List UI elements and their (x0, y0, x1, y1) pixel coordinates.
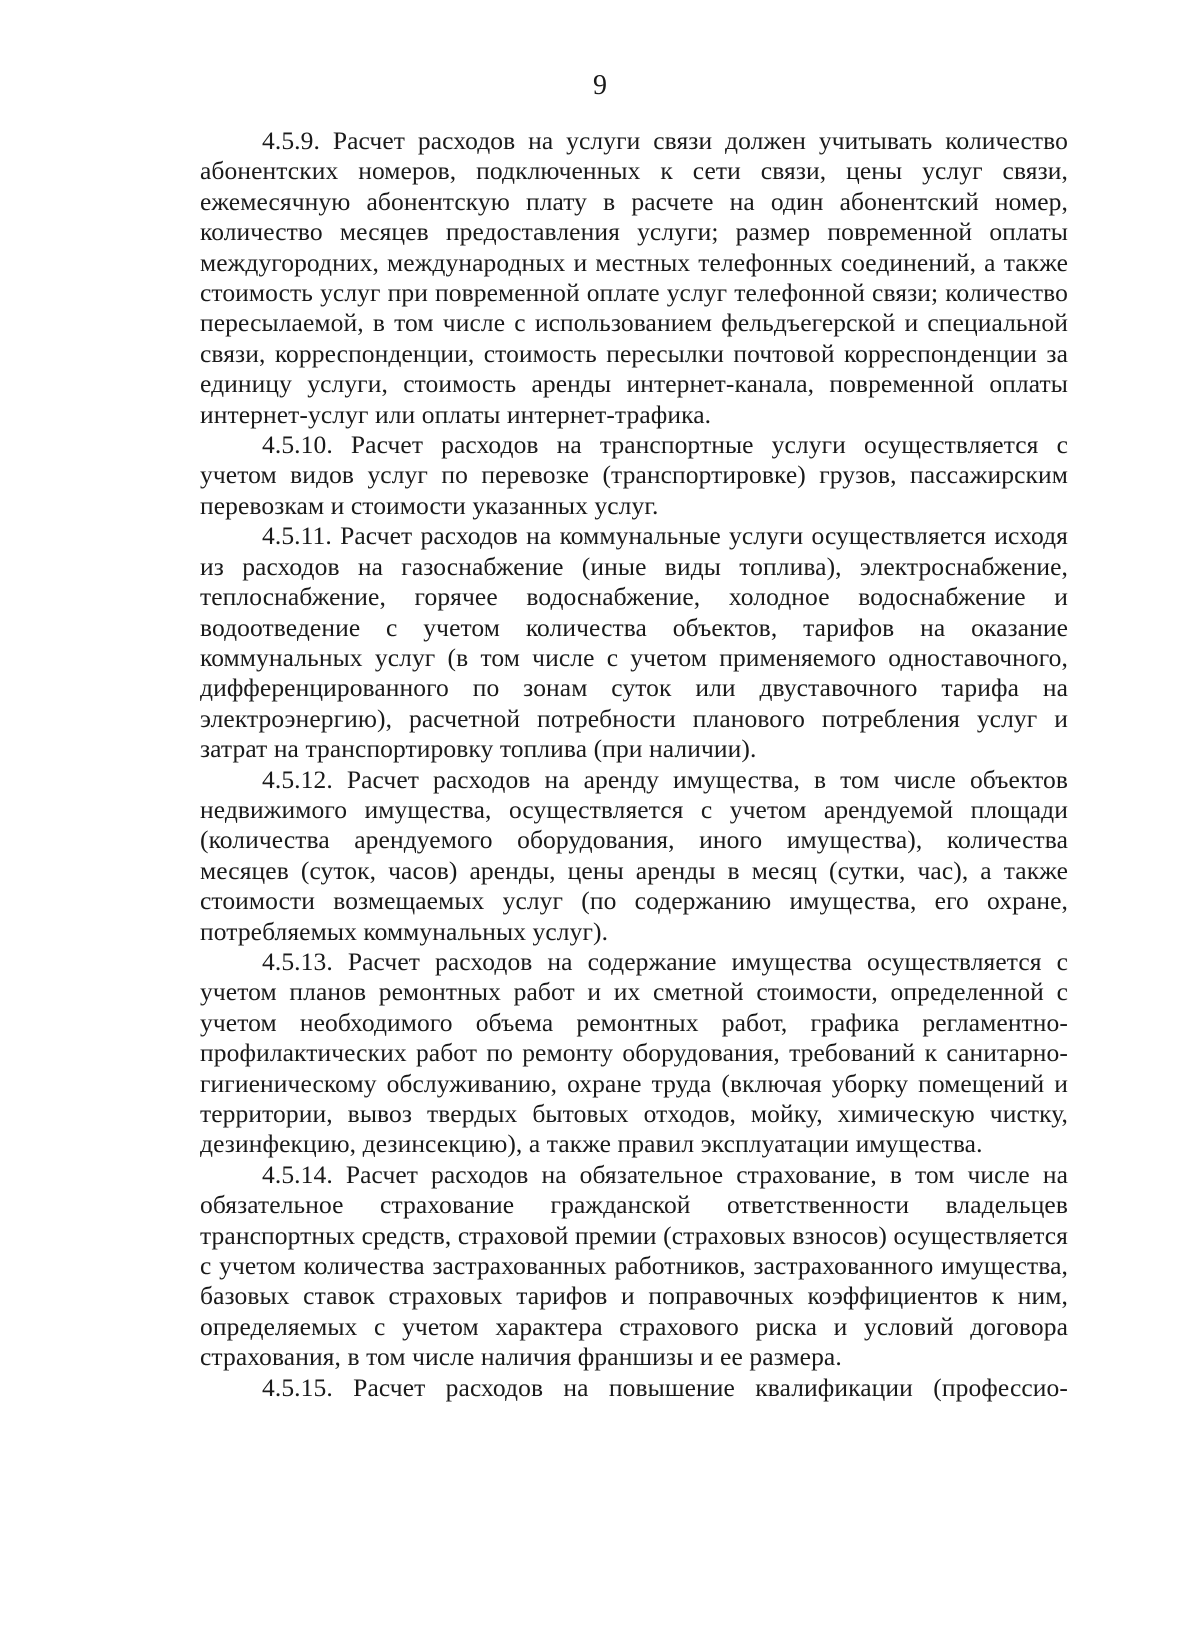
paragraph-4-5-10: 4.5.10. Расчет расходов на транспортные услуги осуществляется с учетом видов услуг по перевозке (транспортировке) грузов, пассажирским перевозкам и стоимости указанных услуг. (200, 430, 1068, 520)
document-body (200, 126, 1068, 1403)
paragraph-4-5-13: 4.5.13. Расчет расходов на содержание имущества осуществляется с учетом планов ремонтных работ и их сметной стоимости, определенной с учетом необходимого объема ремонтных работ, графика регламентно-профилактических работ по ремонту оборудования, требований к санитарно-гигиеническому обслуживанию, охране труда (включая уборку помещений и территории, вывоз твердых бытовых отходов, мойку, химическую чистку, дезинфекцию, дезинсекцию), а также правил эксплуатации имущества. (200, 946, 1068, 1159)
paragraph-4-5-12: 4.5.12. Расчет расходов на аренду имущества, в том числе объектов недвижимого имущества, осуществляется с учетом арендуемой площади (количества арендуемого оборудования, иного имущества), количества месяцев (суток, часов) аренды, цены аренды в месяц (сутки, час), а также стоимости возмещаемых услуг (по содержанию имущества, его охране, потребляемых коммунальных услуг). (200, 764, 1068, 946)
paragraph-4-5-14: 4.5.14. Расчет расходов на обязательное страхование, в том числе на обязательное страхование гражданской ответственности владельцев транспортных средств, страховой премии (страховых взносов) осуществляется с учетом количества застрахованных работников, застрахованного имущества, базовых ставок страховых тарифов и поправочных коэффициентов к ним, определяемых с учетом характера страхового риска и условий договора страхования, в том числе наличия франшизы и ее размера. (200, 1159, 1068, 1372)
paragraph-4-5-15: 4.5.15. Расчет расходов на повышение квалификации (профессио- (262, 1372, 1068, 1402)
page-number: 9 (593, 70, 607, 101)
paragraph-4-5-11: 4.5.11. Расчет расходов на коммунальные услуги осуществляется исходя из расходов на газоснабжение (иные виды топлива), электроснабжение, теплоснабжение, горячее водоснабжение, холодное водоснабжение и водоотведение с учетом количества объектов, тарифов на оказание коммунальных услуг (в том числе с учетом применяемого одноставочного, дифференцированного по зонам суток или двуставочного тарифа на электроэнергию), расчетной потребности планового потребления услуг и затрат на транспортировку топлива (при наличии). (200, 521, 1068, 764)
paragraph-4-5-9: 4.5.9. Расчет расходов на услуги связи должен учитывать количество абонентских номеров, подключенных к сети связи, цены услуг связи, ежемесячную абонентскую плату в расчете на один абонентский номер, количество месяцев предоставления услуги; размер повременной оплаты междугородних, международных и местных телефонных соединений, а также стоимость услуг при повременной оплате услуг телефонной связи; количество пересылаемой, в том числе с использованием фельдъегерской и специальной связи, корреспонденции, стоимость пересылки почтовой корреспонденции за единицу услуги, стоимость аренды интернет-канала, повременной оплаты интернет-услуг или оплаты интернет-трафика. (200, 126, 1068, 429)
